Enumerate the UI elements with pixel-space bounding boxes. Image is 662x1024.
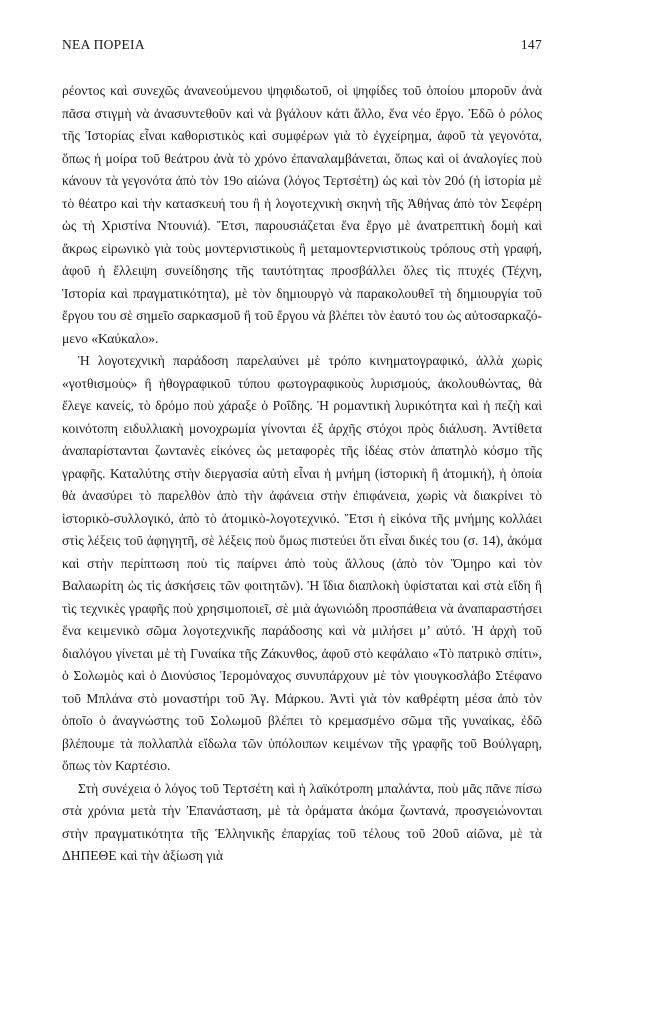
body-text: [62, 80, 542, 868]
paragraph-1: ρέοντος καὶ συνεχῶς ἀνανεούμενου ψηφιδωτοῦ, οἱ ψηφίδες τοῦ ὁποίου μποροῦν ἀνὰ πᾶσα στιγμὴ νὰ ἀνασυντεθοῦν καὶ νὰ βγάλουν κάτι ἄλλο, ἕνα νέο ἔργο. Ἐδῶ ὁ ρόλος τῆς Ἱστορίας εἶναι καθοριστικὸς καὶ συμφέρων γιὰ τὸ ἐγχείρημα, ἀφοῦ τὰ γεγονότα, ὅπως ἡ μοίρα τοῦ θεάτρου ἀνὰ τὸ χρόνο ἐπαναλαμβάνεται, ὅπως καὶ οἱ ἀναλογίες ποὺ κάνουν τὰ γεγονότα ἀπὸ τὸν 19ο αἰώνα (λόγος Τερτσέτη) ὡς καὶ τὸν 20ό (ἡ ἱστορία μὲ τὸ θέατρο καὶ τὴν κατασκευή του ἢ ἡ λογοτεχνικὴ σκηνὴ τῆς Ἀθήνας ἀπὸ τὸν Σεφέρη ὡς τὴ Χριστίνα Ντουνιά). Ἔτσι, παρουσιάζεται ἕνα ἔργο μὲ ἀνατρεπτικὴ δομὴ καὶ ἄκρως εἰρωνικὸ γιὰ τοὺς μοντερνιστικοὺς ἢ μεταμοντερνιστικοὺς τρόπους στὴ γραφή, ἀφοῦ ἡ ἔλλειψη συνείδησης τῆς ταυτότητας προσβάλλει ὅλες τὶς πτυχές (Τέχνη, Ἱστορία καὶ πραγματικότητα), μὲ τὸν δημιουργὸ νὰ παρακολουθεῖ τὴ δημιουργία τοῦ ἔργου του σὲ σημεῖο σαρκασμοῦ ἢ τοῦ ἔργου νὰ βλέπει τὸν ἑαυτό του ὡς αὐτοσαρκαζόμενο «Καύκαλο».: [62, 83, 542, 346]
page-number: 147: [520, 37, 542, 52]
paragraph-3: Στὴ συνέχεια ὁ λόγος τοῦ Τερτσέτη καὶ ἡ λαϊκότροπη μπαλάντα, ποὺ μᾶς πᾶνε πίσω στὰ χρόνια μετὰ τὴν Ἐπανάσταση, μὲ τὰ ὁράματα ἀκόμα ζωντανά, προσγειώνονται στὴν πραγματικότητα τῆς Ἑλληνικῆς ἐπαρχίας τοῦ τέλους τοῦ 20οῦ αἰῶνα, μὲ τὰ ΔΗΠΕΘΕ καὶ τὴν ἀξίωση γιὰ: [62, 780, 542, 863]
running-head: [62, 37, 542, 57]
running-title: ΝΕΑ ΠΟΡΕΙΑ: [62, 37, 145, 52]
paragraph-2: Ἡ λογοτεχνικὴ παράδοση παρελαύνει μὲ τρόπο κινηματογραφικό, ἀλλὰ χωρὶς «γοτθισμοὺς» ἢ ἠθογραφικοῦ τύπου φωτογραφικοὺς λυρισμούς, ἀκολουθώντας, θὰ ἔλεγε κανείς, τὸ δρόμο ποὺ χάραξε ὁ Ροΐδης. Ἡ ρομαντικὴ λυρικότητα καὶ ἡ πεζὴ καὶ κοινότοπη ειδυλλιακὴ μονοχρωμία γίνονται ἐξ ἀρχῆς στόχοι πρὸς διάλυση. Ἀντίθετα ἀναπαρίστανται ζωντανὲς εἰκόνες ὡς μεταφορὲς τῆς ἰδέας στὸν ἀπατηλὸ κόσμο τῆς γραφῆς. Καταλύτης στὴν διεργασία αὐτὴ εἶναι ἡ μνήμη (ἱστορικὴ ἢ ἀτομική), ἡ ὁποία θὰ ἀνασύρει τὸ παρελθὸν ἀπὸ τὴν ἀφάνεια στὴν ἐπιφάνεια, χωρὶς νὰ διακρίνει τὸ ἱστορικὸ-συλλογικό, ἀπὸ τὸ ἀτομικὸ-λογοτεχνικό. Ἔτσι ἡ εἰκόνα τῆς μνήμης κολλάει στὶς λέξεις τοῦ ἀφηγητῆ, σὲ λέξεις ποὺ ὅμως πιστεύει ὅτι εἶναι δικές του (σ. 14), ἀκόμα καὶ στὴν περίπτωση ποὺ τὶς παίρνει ἀπὸ τοὺς ἄλλους (ἀπὸ τὸν Ὅμηρο καὶ τὸν Βαλαωρίτη ὡς τὶς ἀσκήσεις τῶν φοιτητῶν). Ἡ ἴδια διαπλοκὴ ὑφίσταται καὶ στὰ εἴδη ἢ τὶς τεχνικὲς γραφῆς ποὺ χρησιμοποιεῖ, σὲ μιὰ ἀγωνιώδη προσπάθεια νὰ ἀναπαραστήσει ἕνα κειμενικὸ σῶμα λογοτεχνικῆς παράδοσης καὶ νὰ μιλήσει μ’ αὐτό. Ἡ ἀρχὴ τοῦ διαλόγου γίνεται μὲ τὴ Γυναίκα τῆς Ζάκυνθος, ἀφοῦ στὸ κεφάλαιο «Τὸ πατρικὸ σπίτι», ὁ Σολωμὸς καὶ ὁ Διονύσιος Ἱερομόναχος συνυπάρχουν μὲ τὸν γιουγκοσλάβο Στέφανο τοῦ Μπλάνα στὸ μοναστήρι τοῦ Ἁγ. Μάρκου. Ἀντὶ γιὰ τὸν καθρέφτη μέσα ἀπὸ τὸν ὁποῖο ὁ ἀναγνώστης τοῦ Σολωμοῦ βλέπει τὸ κρεμασμένο σῶμα τῆς γυναίκας, ἐδῶ βλέπουμε τὰ πολλαπλὰ εἴδωλα τῶν ὑπόλοιπων κειμένων τῆς γραφῆς τοῦ Βούλγαρη, ὅπως τὸν Καρτέσιο.: [62, 353, 542, 773]
